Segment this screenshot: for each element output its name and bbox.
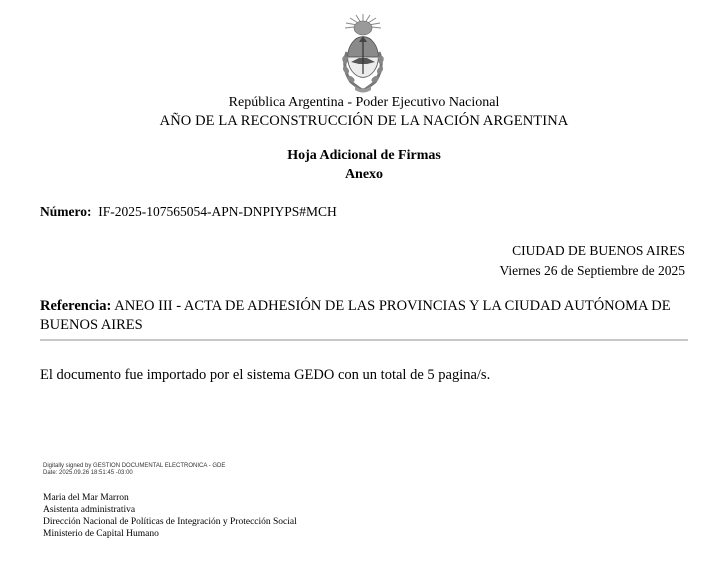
- digital-signature: [43, 463, 225, 477]
- document-title: Hoja Adicional de Firmas: [287, 148, 441, 163]
- reference: [40, 297, 680, 335]
- document-number-label: Número:: [40, 204, 92, 219]
- divider: [40, 339, 688, 341]
- digital-signature-signer: Digitally signed by GESTION DOCUMENTAL ELECTRONICA - GDE: [43, 463, 226, 469]
- signer-block: [43, 492, 297, 540]
- signer-ministry: Ministerio de Capital Humano: [43, 529, 159, 539]
- document-subtitle: Anexo: [344, 167, 384, 182]
- document-number-value: IF-2025-107565054-APN-DNPIYPS#MCH: [98, 204, 337, 219]
- date: Viernes 26 de Septiembre de 2025: [499, 263, 685, 278]
- reference-label: Referencia:: [40, 298, 112, 314]
- document-body: El documento fue importado por el sistema GEDO con un total de 5 pagina/s.: [40, 367, 491, 383]
- digital-signature-date: Date: 2025.09.26 18:51:45 -03:00: [43, 470, 133, 476]
- reference-text: ANEO III - ACTA DE ADHESIÓN DE LAS PROVINCIAS Y LA CIUDAD AUTÓNOMA DE BUENOS AIRES: [40, 298, 671, 333]
- signer-role: Asistenta administrativa: [43, 505, 136, 515]
- argentina-coat-of-arms-icon: [337, 12, 389, 94]
- document-number: [40, 204, 337, 220]
- city: CIUDAD DE BUENOS AIRES: [512, 243, 685, 258]
- header-line-1: República Argentina - Poder Ejecutivo Nacional: [228, 95, 500, 110]
- header-line-2: AÑO DE LA RECONSTRUCCIÓN DE LA NACIÓN ARGENTINA: [159, 113, 569, 129]
- signer-name: Maria del Mar Marron: [43, 493, 129, 503]
- signer-department: Dirección Nacional de Políticas de Integración y Protección Social: [43, 517, 297, 527]
